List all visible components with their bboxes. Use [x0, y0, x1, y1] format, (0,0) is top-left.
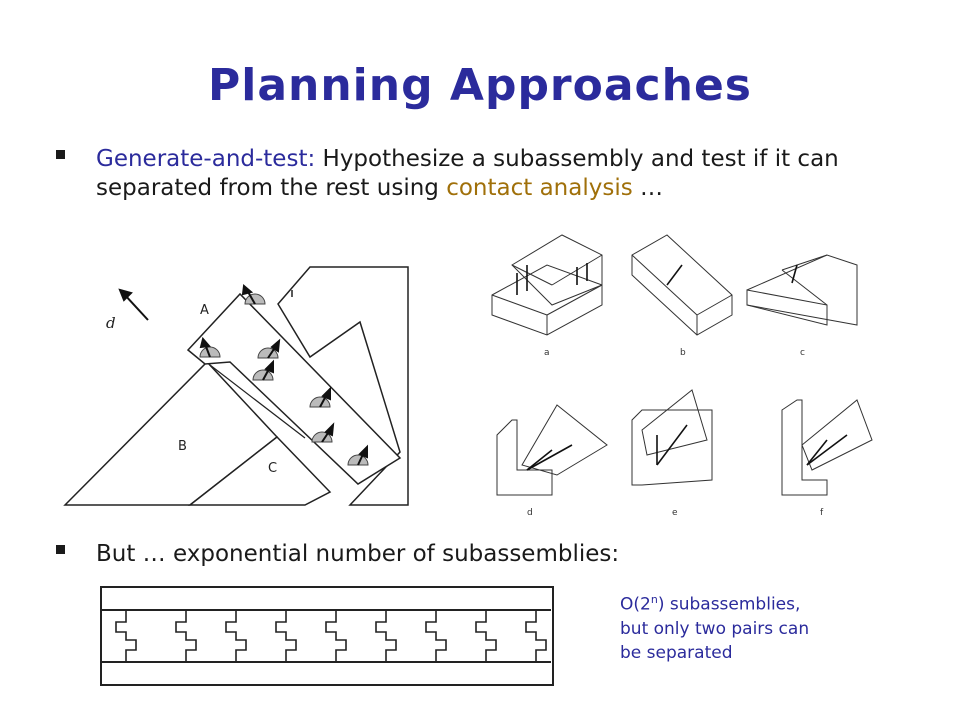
- bullet-tail: …: [632, 175, 664, 201]
- caption-f: f: [820, 508, 824, 518]
- piece-joint: [426, 610, 446, 662]
- label-b: B: [178, 439, 187, 454]
- bullet-text: But … exponential number of subassemblies:: [96, 541, 620, 567]
- bullet-square-icon: [56, 150, 65, 159]
- label-a: A: [200, 303, 209, 318]
- label-c: C: [268, 461, 278, 476]
- slide-title: Planning Approaches: [208, 60, 752, 111]
- note-line-3: be separated: [620, 642, 733, 663]
- caption-e: e: [672, 508, 678, 518]
- bullet-square-icon: [56, 545, 65, 554]
- caption-a: a: [544, 348, 550, 358]
- note-line-1: O(2$^n$) subassemblies,: [620, 593, 801, 615]
- bullet-exponential: [56, 540, 816, 569]
- piece-joint: [176, 610, 196, 662]
- piece-joint: [526, 610, 546, 662]
- caption-d: d: [527, 508, 533, 518]
- piece-joint: [326, 610, 346, 662]
- label-d: d: [106, 314, 116, 332]
- piece-joint: [376, 610, 396, 662]
- subassembly-sketches: [482, 225, 882, 525]
- subassembly-note: [620, 588, 880, 665]
- piece-joint: [276, 610, 296, 662]
- contact-analysis-figure: [60, 262, 420, 512]
- caption-c: c: [800, 348, 805, 358]
- piece-joint: [226, 610, 246, 662]
- caption-b: b: [680, 348, 686, 358]
- piece-joint: [476, 610, 496, 662]
- note-line-2: but only two pairs can: [620, 618, 810, 639]
- bullet-body: Hypothesize a subassembly and test if it can separated from the rest using: [96, 146, 839, 201]
- interlocking-pieces-figure: [96, 582, 561, 690]
- piece-joint: [116, 610, 136, 662]
- bullet-text: [96, 145, 886, 203]
- term-contact-analysis: contact analysis: [446, 175, 633, 201]
- term-generate-and-test: Generate-and-test:: [96, 146, 316, 172]
- bullet-generate-and-test: [56, 145, 886, 203]
